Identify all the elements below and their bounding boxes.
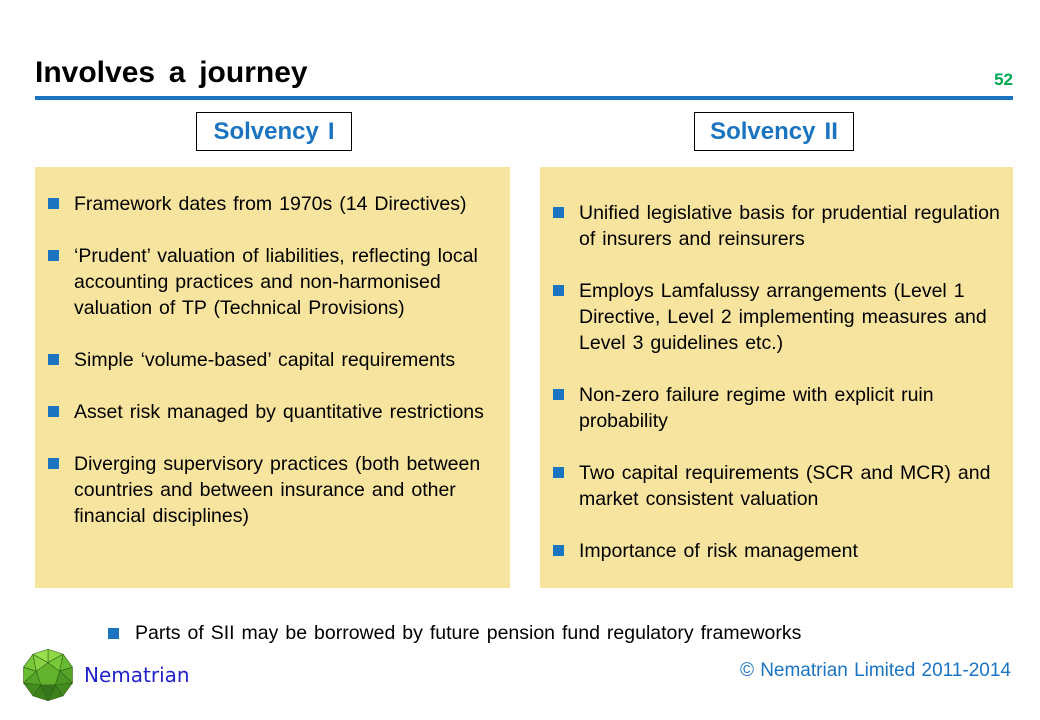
bullet-item	[548, 200, 1001, 252]
bullet-item	[43, 347, 498, 373]
bullet-text: Two capital requirements (SCR and MCR) and market consistent valuation	[579, 462, 991, 510]
square-bullet-icon	[48, 406, 59, 417]
solvency-2-bullet-list	[548, 200, 1001, 564]
bullet-text: Asset risk managed by quantitative restrictions	[74, 401, 484, 423]
bullet-text: Non-zero failure regime with explicit ruin probability	[579, 384, 934, 432]
summary-text: Parts of SII may be borrowed by future pension fund regulatory frameworks	[135, 622, 802, 644]
bullet-text: Simple ‘volume-based’ capital requirements	[74, 349, 456, 371]
solvency-2-panel	[540, 167, 1013, 588]
bullet-item	[548, 538, 1001, 564]
solvency-1-panel	[35, 167, 510, 588]
bullet-item	[43, 451, 498, 529]
square-bullet-icon	[553, 467, 564, 478]
bullet-text: Employs Lamfalussy arrangements (Level 1 Directive, Level 2 implementing measures and Level 3 guidelines etc.)	[579, 280, 987, 354]
bullet-item	[548, 460, 1001, 512]
column-header-solvency-1	[196, 112, 352, 151]
brand-name: Nematrian	[84, 663, 190, 687]
bullet-item	[43, 399, 498, 425]
square-bullet-icon	[553, 545, 564, 556]
page-number: 52	[994, 70, 1013, 89]
solvency-1-bullet-list	[43, 191, 498, 529]
bullet-text: Unified legislative basis for prudential regulation of insurers and reinsurers	[579, 202, 1000, 250]
bullet-text: ‘Prudent’ valuation of liabilities, reflecting local accounting practices and non-harmonised valuation of TP (Technical Provisions)	[74, 245, 478, 319]
bullet-item	[43, 243, 498, 321]
column-header-label: Solvency II	[710, 117, 838, 145]
bullet-text: Importance of risk management	[579, 540, 858, 562]
bullet-item	[43, 191, 498, 217]
square-bullet-icon	[48, 250, 59, 261]
title-divider	[35, 96, 1013, 100]
summary-bullet	[98, 620, 801, 646]
column-header-label: Solvency I	[213, 117, 335, 145]
copyright-text: © Nematrian Limited 2011-2014	[739, 660, 1011, 681]
column-header-solvency-2	[694, 112, 854, 151]
square-bullet-icon	[553, 285, 564, 296]
page-title: Involves a journey	[35, 56, 308, 89]
square-bullet-icon	[48, 354, 59, 365]
square-bullet-icon	[48, 458, 59, 469]
nematrian-logo-icon	[20, 647, 76, 703]
square-bullet-icon	[553, 207, 564, 218]
square-bullet-icon	[108, 628, 119, 639]
footer-brand	[20, 647, 190, 703]
bullet-item	[548, 382, 1001, 434]
square-bullet-icon	[553, 389, 564, 400]
square-bullet-icon	[48, 198, 59, 209]
bullet-text: Framework dates from 1970s (14 Directives)	[74, 193, 467, 215]
bullet-item	[548, 278, 1001, 356]
bullet-text: Diverging supervisory practices (both between countries and between insurance and other financial disciplines)	[74, 453, 481, 527]
